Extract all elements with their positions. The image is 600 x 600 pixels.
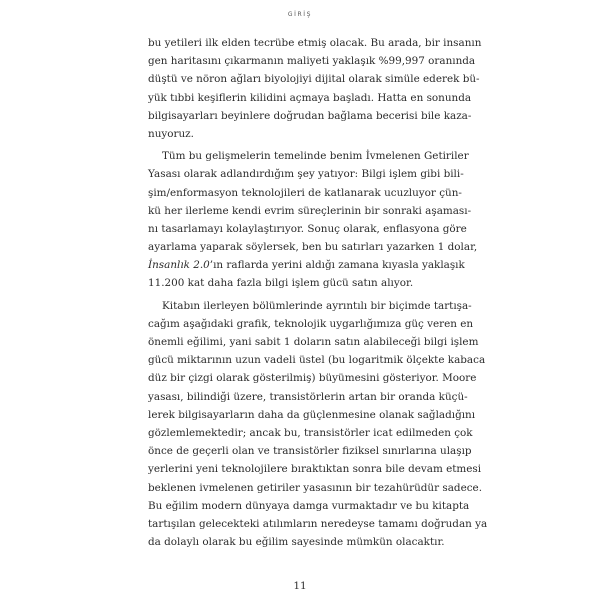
text-line: nı tasarlamayı kolaylaştırıyor. Sonuç olarak, enflasyona göre <box>148 222 467 235</box>
text-line: da dolaylı olarak bu eğilim sayesinde mümkün olacaktır. <box>148 536 445 549</box>
text-line: yasası, bilindiği üzere, transistörlerin artan bir oranda küçü- <box>148 390 468 403</box>
text-line: Yasası olarak adlandırdığım şey yatıyor: Bilgi işlem gibi bili- <box>148 168 464 181</box>
text-line: Tüm bu gelişmelerin temelinde benim İvmelenen Getiriler <box>162 150 469 163</box>
book-title: İnsanlık 2.0 <box>148 259 210 272</box>
paragraph-2 <box>148 147 478 293</box>
text-line: bilgisayarları beyinlere doğrudan bağlama becerisi bile kaza- <box>148 109 472 122</box>
text-line: yük tıbbi keşiflerin kilidini açmaya başladı. Hatta en sonunda <box>148 91 472 104</box>
text-line: cağım aşağıdaki grafik, teknolojik uygarlığımıza güç veren en <box>148 317 474 330</box>
text-line: kü her ilerleme kendi evrim süreçlerinin bir sonraki aşaması- <box>148 204 472 217</box>
text-line: gözlemlemektedir; ancak bu, transistörler icat edilmeden çok <box>148 426 473 439</box>
text-line: tartışılan gelecekteki atılımların neredeyse tamamı doğrudan ya <box>148 517 488 530</box>
text-line: 11.200 kat daha fazla bilgi işlem gücü satın alıyor. <box>148 277 414 290</box>
text-line: lerek bilgisayarların daha da güçlenmesine olanak sağladığını <box>148 408 476 421</box>
text-line: Bu eğilim modern dünyaya damga vurmaktadır ve bu kitapta <box>148 499 470 512</box>
text-line: gen haritasını çıkarmanın maliyeti yaklaşık %99,997 oranında <box>148 55 476 68</box>
text-line: yerlerini yeni teknolojilere bıraktıktan sonra bile devam etmesi <box>148 463 482 476</box>
text-line: gücü miktarının uzun vadeli üstel (bu logaritmik ölçekte kabaca <box>148 354 486 367</box>
text-line: düştü ve nöron ağları biyolojiyi dijital olarak simüle ederek bü- <box>148 73 480 86</box>
text-line: beklenen ivmelenen getiriler yasasının bir tezahürüdür sadece. <box>148 481 482 494</box>
paragraph-3 <box>148 297 488 552</box>
text-line: bu yetileri ilk elden tecrübe etmiş olacak. Bu arada, bir insanın <box>148 37 482 49</box>
text-line: düz bir çizgi olarak gösterilmiş) büyümesini gösteriyor. Moore <box>148 372 477 385</box>
text-line: ayarlama yaparak söylersek, ben bu satırları yazarken 1 dolar, <box>148 241 478 254</box>
text-line: önemli eğilimi, yani sabit 1 doların satın alabileceği bilgi işlem <box>148 336 479 348</box>
text-line: nuyoruz. <box>148 127 194 140</box>
text-line: önce de geçerli olan ve transistörler fiziksel sınırlarına ulaşıp <box>148 445 472 458</box>
text-line-with-title <box>148 256 465 274</box>
body-text <box>148 34 488 551</box>
text-line: Kitabın ilerleyen bölümlerinde ayrıntılı bir biçimde tartışa- <box>162 299 472 312</box>
paragraph-1 <box>148 34 482 143</box>
text-line: şim/enformasyon teknolojileri de katlanarak ucuzluyor çün- <box>148 186 462 199</box>
text-fragment: ’ın raflarda yerini aldığı zamana kıyasla yaklaşık <box>209 259 465 272</box>
page-number: 11 <box>293 580 307 592</box>
running-head: GİRİŞ <box>287 11 313 18</box>
